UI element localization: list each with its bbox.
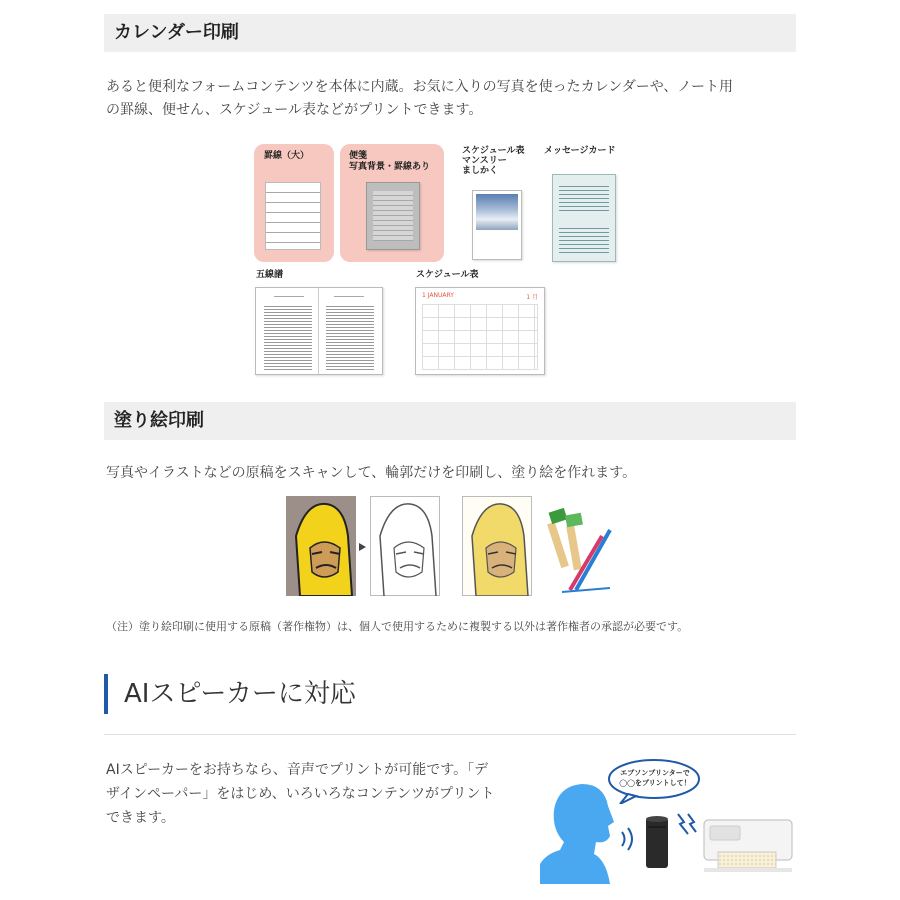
- letter-paper-image: [366, 182, 420, 250]
- speech-bubble-line1: エプソンプリンターで: [620, 769, 690, 777]
- ai-speaker-description-line2: ザインペーパー」をはじめ、いろいろなコンテンツがプリント: [106, 786, 495, 802]
- coloring-description: 写真やイラストなどの原稿をスキャンして、輪郭だけを印刷し、塗り絵を作れます。: [106, 465, 637, 481]
- schedule-monthly-label-1: スケジュール表: [462, 146, 525, 156]
- colored-illustration-image: [462, 496, 532, 596]
- lineart-illustration-image: [370, 496, 440, 596]
- person-silhouette-icon: [540, 780, 620, 884]
- speech-bubble-line2: ◯◯をプリントして！: [619, 779, 691, 787]
- section-title-calendar: カレンダー印刷: [104, 14, 796, 52]
- ruled-label: 罫線（大）: [264, 151, 310, 161]
- schedule-label: スケジュール表: [416, 270, 479, 280]
- section-divider: [104, 734, 796, 735]
- sound-waves-icon: [618, 826, 638, 852]
- schedule-calendar-image: [415, 287, 545, 375]
- schedule-monthly-label-2: マンスリー: [462, 156, 507, 166]
- smart-speaker-icon: [644, 814, 670, 870]
- calendar-description-line1: あると便利なフォームコンテンツを本体に内蔵。お気に入りの写真を使ったカレンダーや、ノート用: [106, 79, 733, 95]
- message-card-image: [552, 174, 616, 262]
- section-title-ai-speaker: AIスピーカーに対応: [104, 674, 356, 714]
- calendar-description-line2: の罫線、便せん、スケジュール表などがプリントできます。: [106, 102, 483, 118]
- section-title-coloring: 塗り絵印刷: [104, 402, 796, 440]
- letter-label-1: 便箋: [349, 151, 368, 161]
- signal-lightning-icon: [674, 812, 698, 838]
- calendar-description: [106, 76, 733, 122]
- staff-label: 五線譜: [256, 270, 284, 280]
- speech-bubble-text: [616, 768, 694, 788]
- ai-speaker-description: [106, 758, 495, 830]
- arrow-right-icon: [358, 542, 368, 552]
- calendar-month-number: 1 月: [526, 294, 538, 301]
- staff-paper-image: [255, 287, 383, 375]
- letter-label-2: 写真背景・罫線あり: [349, 162, 431, 172]
- schedule-monthly-label-3: ましかく: [462, 166, 499, 176]
- cloud-photo: [476, 194, 518, 230]
- coloring-copyright-note: （注）塗り絵印刷に使用する原稿（著作権物）は、個人で使用するために複製する以外は著作権者の承認が必要です。: [106, 620, 689, 633]
- original-illustration-image: [286, 496, 356, 596]
- printer-icon: [702, 814, 796, 876]
- schedule-monthly-image: [472, 190, 522, 260]
- ai-speaker-description-line1: AIスピーカーをお持ちなら、音声でプリントが可能です。「デ: [106, 762, 489, 778]
- ruled-paper-image: [265, 182, 321, 250]
- calendar-month: 1 JANUARY: [422, 292, 454, 299]
- message-card-label: メッセージカード: [544, 146, 616, 156]
- coloring-tools-icon: [540, 500, 616, 596]
- ai-speaker-description-line3: できます。: [106, 810, 175, 826]
